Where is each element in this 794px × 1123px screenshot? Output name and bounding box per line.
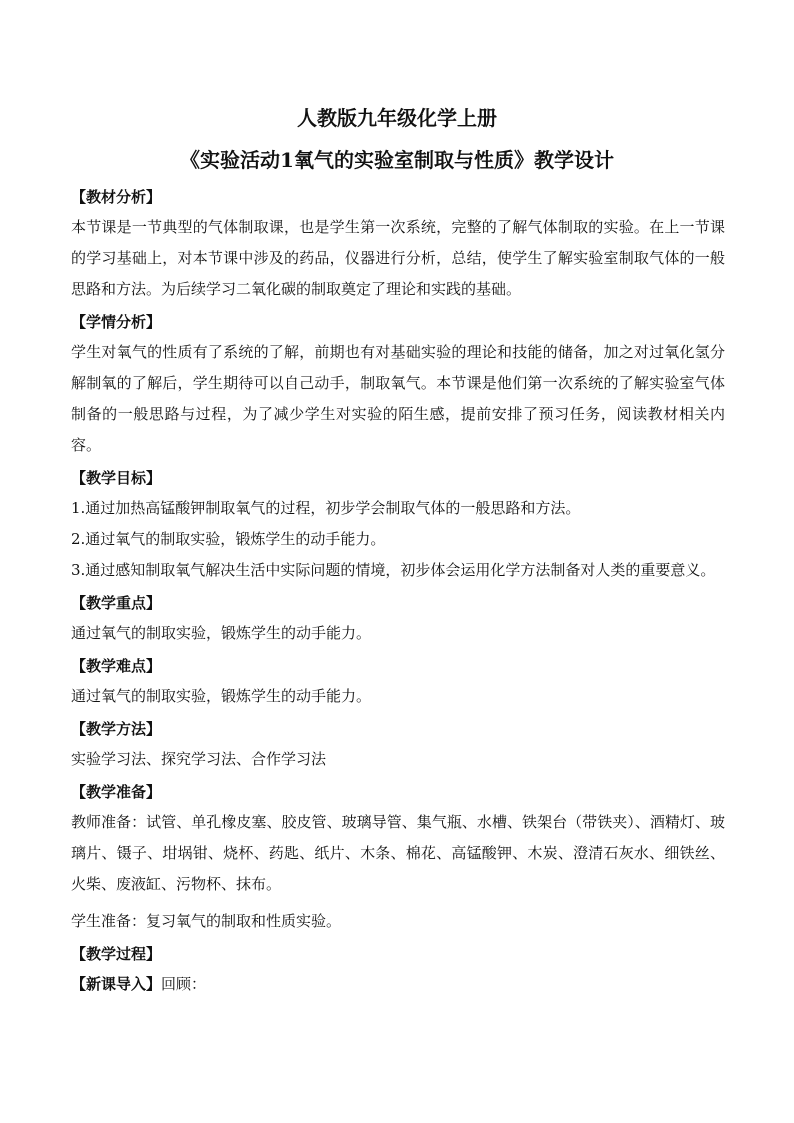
paragraph-intro (71, 969, 725, 1000)
intro-label: 【新课导入】 (71, 975, 162, 993)
document-subtitle: 《实验活动1氧气的实验室制取与性质》教学设计 (180, 148, 614, 172)
heading-preparation: 【教学准备】 (71, 783, 162, 801)
paragraph-teacher-preparation: 教师准备：试管、单孔橡皮塞、胶皮管、玻璃导管、集气瓶、水槽、铁架台（带铁夹）、酒精灯、玻璃片、镊子、坩埚钳、烧杯、药匙、纸片、木条、棉花、高锰酸钾、木炭、澄清石灰水、细铁丝、火柴、废液缸、污物杯、抹布。 (71, 813, 725, 893)
heading-methods: 【教学方法】 (71, 720, 162, 738)
heading-difficulties: 【教学难点】 (71, 657, 162, 675)
paragraph-student-preparation: 学生准备：复习氧气的制取和性质实验。 (71, 912, 342, 930)
paragraph-methods: 实验学习法、探究学习法、合作学习法 (71, 750, 327, 768)
objective-item-2: 2.通过氧气的制取实验，锻炼学生的动手能力。 (71, 530, 386, 548)
heading-material-analysis: 【教材分析】 (71, 188, 162, 206)
paragraph-student-analysis: 学生对氧气的性质有了系统的了解，前期也有对基础实验的理论和技能的储备，加之对过氧化氢分解制氧的了解后，学生期待可以自己动手，制取氧气。本节课是他们第一次系统的了解实验室气体制备的一般思路与过程，为了减少学生对实验的陌生感，提前安排了预习任务，阅读教材相关内容。 (71, 343, 725, 454)
heading-objectives: 【教学目标】 (71, 469, 162, 487)
heading-key-points: 【教学重点】 (71, 594, 162, 612)
paragraph-key-points: 通过氧气的制取实验，锻炼学生的动手能力。 (71, 624, 372, 642)
document-body (71, 180, 725, 1000)
paragraph-difficulties: 通过氧气的制取实验，锻炼学生的动手能力。 (71, 687, 372, 705)
heading-process: 【教学过程】 (71, 945, 162, 963)
document-title: 人教版九年级化学上册 (297, 106, 497, 130)
objective-item-3: 3.通过感知制取氧气解决生活中实际问题的情境，初步体会运用化学方法制备对人类的重要意义。 (71, 561, 716, 579)
intro-text: 回顾： (161, 975, 207, 993)
paragraph-material-analysis: 本节课是一节典型的气体制取课，也是学生第一次系统，完整的了解气体制取的实验。在上一节课的学习基础上，对本节课中涉及的药品，仪器进行分析，总结，使学生了解实验室制取气体的一般思路和方法。为后续学习二氧化碳的制取奠定了理论和实践的基础。 (71, 218, 725, 298)
heading-student-analysis: 【学情分析】 (71, 313, 162, 331)
objective-item-1: 1.通过加热高锰酸钾制取氧气的过程，初步学会制取气体的一般思路和方法。 (71, 499, 581, 517)
